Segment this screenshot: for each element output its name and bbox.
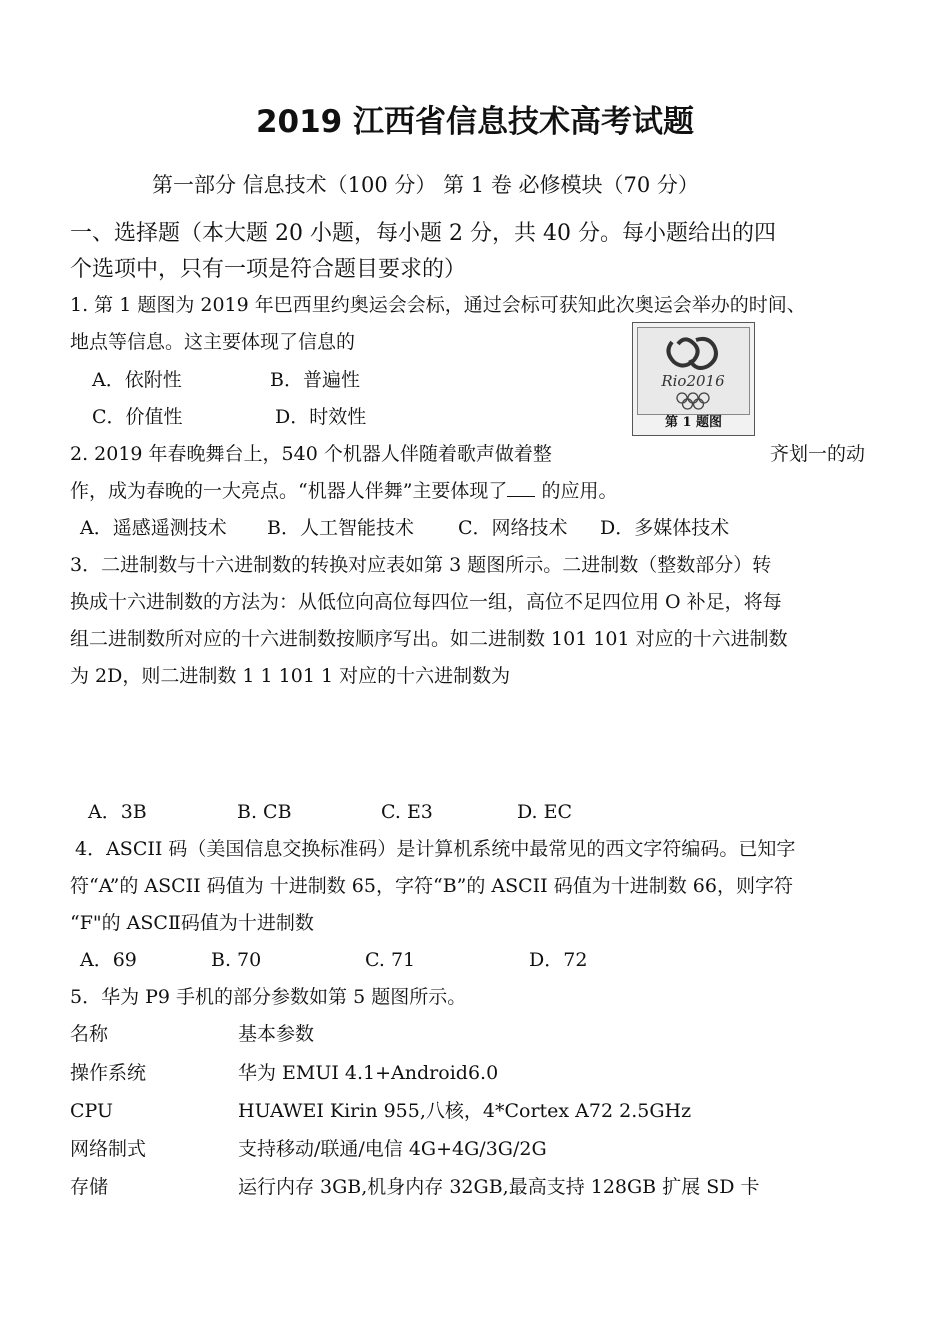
q2-line-1b: 齐划一的动 bbox=[770, 443, 866, 465]
param-value: 基本参数 bbox=[238, 1023, 315, 1045]
param-value: 支持移动/联通/电信 4G+4G/3G/2G bbox=[238, 1138, 547, 1160]
param-name: 存储 bbox=[70, 1176, 109, 1198]
q1-figure bbox=[632, 322, 755, 436]
q2-option-a: A．遥感遥测技术 bbox=[80, 517, 227, 539]
section-heading-line-2: 个选项中，只有一项是符合题目要求的） bbox=[70, 257, 467, 282]
q4-line-2: 符“A”的 ASCII 码值为 十进制数 65，字符“B”的 ASCII 码值为十进制数 66，则字符 bbox=[70, 875, 793, 897]
param-value: HUAWEI Kirin 955,八核，4*Cortex A72 2.5GHz bbox=[238, 1100, 692, 1122]
q4-option-c: C. 71 bbox=[365, 949, 416, 971]
answer-blank bbox=[507, 478, 535, 497]
q4-line-1: 4．ASCII 码（美国信息交换标准码）是计算机系统中最常见的西文字符编码。已知字 bbox=[75, 838, 796, 860]
q5-line-1: 5．华为 P9 手机的部分参数如第 5 题图所示。 bbox=[70, 986, 467, 1008]
param-name: CPU bbox=[70, 1100, 114, 1122]
q3-option-a: A．3B bbox=[88, 801, 147, 823]
q2-option-d: D．多媒体技术 bbox=[600, 517, 730, 539]
logo-text: Rio2016 bbox=[661, 372, 725, 390]
q3-option-b: B. CB bbox=[237, 801, 292, 823]
rio-logo-icon bbox=[638, 328, 749, 414]
param-name: 操作系统 bbox=[70, 1062, 147, 1084]
q3-line-3: 组二进制数所对应的十六进制数按顺序写出。如二进制数 101 101 对应的十六进制数 bbox=[70, 628, 788, 650]
q2-option-c: C．网络技术 bbox=[458, 517, 568, 539]
section-heading-line-1: 一、选择题（本大题 20 小题，每小题 2 分，共 40 分。每小题给出的四 bbox=[70, 221, 776, 246]
q4-option-a: A．69 bbox=[80, 949, 137, 971]
q1-line-1: 1. 第 1 题图为 2019 年巴西里约奥运会会标，通过会标可获知此次奥运会举办的时间、 bbox=[70, 294, 806, 316]
q3-line-1: 3．二进制数与十六进制数的转换对应表如第 3 题图所示。二进制数（整数部分）转 bbox=[70, 554, 772, 576]
q3-line-4: 为 2D，则二进制数 1 1 101 1 对应的十六进制数为 bbox=[70, 665, 511, 687]
q1-option-a: A．依附性 bbox=[92, 369, 182, 391]
param-name: 名称 bbox=[70, 1023, 109, 1045]
olympic-logo-image bbox=[637, 327, 750, 415]
page-subtitle: 第一部分 信息技术（100 分） 第 1 卷 必修模块（70 分） bbox=[152, 173, 699, 197]
q3-option-d: D. EC bbox=[517, 801, 573, 823]
q3-line-2: 换成十六进制数的方法为：从低位向高位每四位一组，高位不足四位用 O 补足，将每 bbox=[70, 591, 782, 613]
q1-line-2: 地点等信息。这主要体现了信息的 bbox=[70, 331, 356, 353]
page-title: 2019 江西省信息技术高考试题 bbox=[255, 104, 695, 140]
q2-line-2 bbox=[70, 478, 618, 504]
q2-line-1a: 2. 2019 年春晚舞台上，540 个机器人伴随着歌声做着整 bbox=[70, 443, 552, 465]
q2-line-2a: 作，成为春晚的一大亮点。“机器人伴舞”主要体现了 bbox=[70, 480, 508, 502]
q4-option-b: B. 70 bbox=[211, 949, 262, 971]
param-name: 网络制式 bbox=[70, 1138, 147, 1160]
q1-option-c: C．价值性 bbox=[92, 406, 183, 428]
q4-line-3: “F"的 ASCⅡ码值为十进制数 bbox=[70, 912, 314, 934]
q1-figure-caption: 第 1 题图 bbox=[664, 415, 723, 430]
param-value: 华为 EMUI 4.1+Android6.0 bbox=[238, 1062, 499, 1084]
q3-option-c: C. E3 bbox=[381, 801, 433, 823]
q1-option-b: B．普遍性 bbox=[270, 369, 360, 391]
q2-line-2b: 的应用。 bbox=[541, 480, 618, 502]
q4-option-d: D．72 bbox=[529, 949, 588, 971]
q2-option-b: B．人工智能技术 bbox=[267, 517, 414, 539]
q1-option-d: D．时效性 bbox=[275, 406, 367, 428]
param-value: 运行内存 3GB,机身内存 32GB,最高支持 128GB 扩展 SD 卡 bbox=[238, 1176, 760, 1198]
